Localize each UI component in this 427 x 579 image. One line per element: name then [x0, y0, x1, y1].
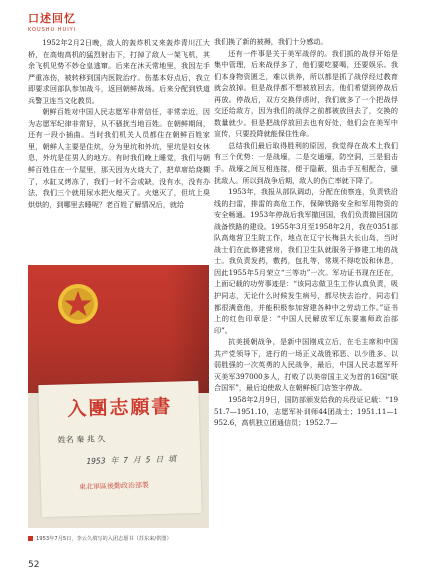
- section-title: 口述回忆: [28, 12, 76, 25]
- certificate-title: 入團志願書: [67, 395, 173, 421]
- paragraph: 总结我们最后取得胜利的原因，我觉得在战术上我们有三个优势：一是战壕，二是交通壕，防空洞，三是狙击手。战壕之间互相连接，便于隐蔽，狙击手互相配合，骚扰敌人。所以到战争后期，敌人的伤亡率就下降了。: [214, 140, 398, 185]
- left-column: [28, 37, 210, 210]
- photo-caption: [28, 535, 209, 542]
- right-column: [214, 36, 398, 429]
- caption-square-icon: [28, 536, 33, 541]
- caption-text: 1953年7月5日，李云久填写的入团志愿书（苏东来/供图）: [36, 536, 172, 542]
- section-pinyin: KOUSHU HUIYI: [28, 27, 77, 33]
- star-badge-icon: [57, 283, 99, 325]
- section-header: [28, 10, 76, 33]
- paragraph: 还有一件事是关于美军战俘的。我们抓的战俘开始是集中管理，后来战俘多了，他们要吃要喝，还要娱乐。我们本身物资匮乏，难以供养，所以都是抓了战俘经过教育就会放掉。但是战俘都不想被放回去，他们希望到停战后再放。停战后，双方交换俘虏时，我们就多了一个把战俘交还给敌方，因为我们的战俘之前都被放回去了，交换的数量就少。但是把战俘放回去也有好处，他们会在美军中宣传，只要投降就能保住性命。: [214, 48, 398, 139]
- paragraph: 我们换了新的被褥，我们十分感动。: [214, 37, 328, 46]
- certificate-issuer: 東北軍區後勤政治部製: [78, 481, 150, 492]
- page-number: 52: [28, 560, 40, 570]
- certificate-date-line: 1953 年 7 月 5 日 填: [86, 454, 177, 466]
- paragraph: 1958年2月9日，国防部颁发给我的兵役证记载：“1951.7—1951.10，志愿军补训师44团战士；1951.11—1952.6，高机独立团通信员；1952.7—: [214, 394, 398, 428]
- paragraph: 抗美援朝战争，是新中国刚成立后，在毛主席和中国共产党领导下，进行的一场正义战胜邪恶、以少胜多、以弱胜强的一次英勇的人民战争，最后，中国人民志愿军歼灭美军397000多人，打败了以美帝国主义为首的16国“联合国军”，最后迫使敌人在朝鲜板门店签字停战。: [214, 337, 398, 393]
- paragraph: 1952年2月2日晚，敌人的轰炸机又来轰炸青川江大桥，在高炮高机的猛烈射击下，打掉了敌人一架飞机，其余飞机见势不妙仓皇逃窜。后来在沐天常地里，我因左手严重冻伤，被转移到国内医院治疗。伤基本好点后，我立即要求回部队参加战斗，返回朝鲜战场。后来分配到铁道兵警卫连当文化教员。: [28, 38, 210, 105]
- red-flag: [28, 265, 209, 393]
- application-form: [38, 381, 201, 517]
- paragraph: 1953年，我报从部队调动，分配在侦察连，负责铁沿线的扫雷，排雷的高危工作，保障铁路安全和军用物资的安全畅通。1953年停战后我军撤回国，我们负责撤回国防战备铁路的建设。1955年3月至1958年2月，我在0351部队高炮营卫生院工作，地点在辽宁长梅县大长山岛，当时战士们在此修建营房，我们卫生队就服务于修建工地的战士。我负责发药，敷药，包扎等，常规不得吃饭和休息，因此1955年5月荣立“三等功”一次。军功证书现在还在，上面记载的功劳事迹是：“该同志做卫生工作认真负责，吸护同志，无论什么时候发生病号，都尽快去治疗，同志们都很满意他，并能积极参加营建各种中之劳动工作。”证书上的红色印章是：“中国人民解放军辽东要塞师政治部印”。: [214, 187, 398, 335]
- certificate-name-line: 姓名 秦 兆 久: [57, 434, 106, 445]
- paragraph: 朝鲜百姓对中国人民志愿军非常信任，非常亲近，因为志愿军纪律非常好，从不骚扰当地百姓。在朝鲜期间，还有一段小插曲。当时我们机关人员都住在朝鲜百姓家里，朝鲜人主要是住炕，分为里坑和外坑，里坑是妇女休息，外坑是住男人的地方。有时我们晚上睡觉，我们与朝鲜百姓住在一个屋里，那天因为火烧大了，把草席给烧糊了，水缸又烤冻了，我们一时不会或缺，没有水，没有办法，我们三个就用尿水把火熄灭了。火熄灭了，但坑上臭烘烘的，到哪里去睡呢？老百姓了解情况后，就给: [28, 107, 210, 209]
- certificate-photo: [28, 265, 209, 528]
